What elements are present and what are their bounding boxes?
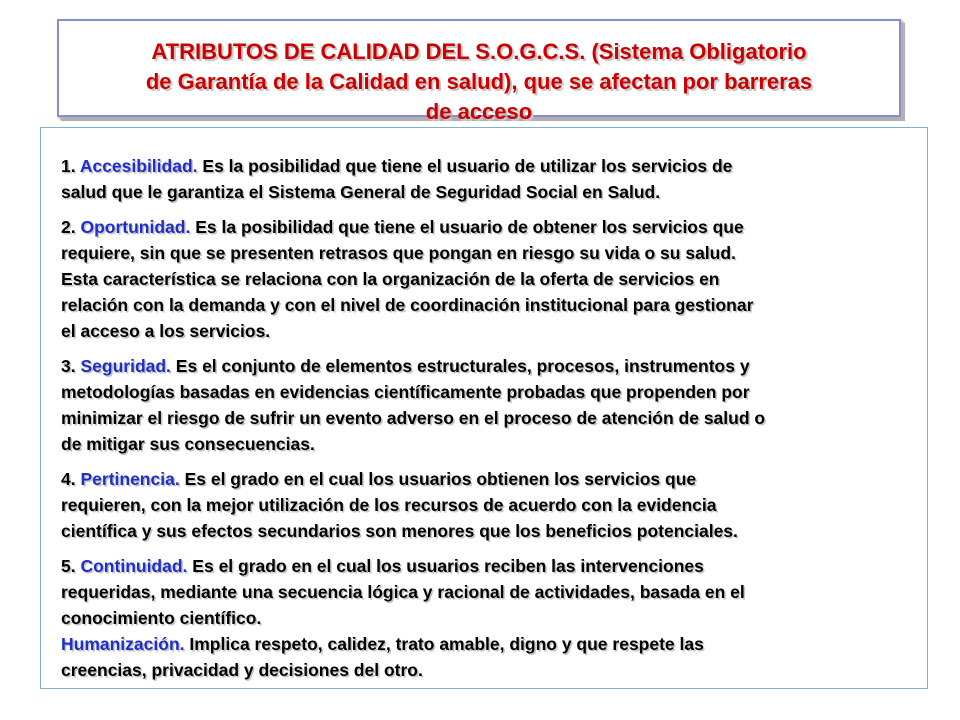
attribute-item-pertinencia xyxy=(61,466,931,544)
item-text: creencias, privacidad y decisiones del otro. xyxy=(61,660,423,680)
title-box xyxy=(57,19,901,124)
item-text: Es el grado en el cual los usuarios reciben las intervenciones xyxy=(192,556,704,576)
item-text: metodologías basadas en evidencias científicamente probadas que propenden por xyxy=(61,382,750,402)
item-first-line xyxy=(61,553,931,579)
item-text: relación con la demanda y con el nivel de coordinación institucional para gestionar xyxy=(61,295,754,315)
item-text: Es la posibilidad que tiene el usuario de utilizar los servicios de xyxy=(202,156,733,176)
attribute-list xyxy=(61,153,931,692)
item-number: 5. xyxy=(61,556,76,576)
item-first-line xyxy=(61,631,931,657)
item-keyword: Humanización. xyxy=(61,634,185,654)
item-text: Es el conjunto de elementos estructurales, procesos, instrumentos y xyxy=(175,356,750,376)
item-text: científica y sus efectos secundarios son menores que los beneficios potenciales. xyxy=(61,521,738,541)
title-line: de acceso xyxy=(425,99,533,124)
item-number: 4. xyxy=(61,469,76,489)
title-line: de Garantía de la Calidad en salud), que se afectan por barreras xyxy=(145,69,813,94)
item-keyword: Pertinencia. xyxy=(80,469,180,489)
attribute-item-accesibilidad xyxy=(61,153,931,205)
item-text: Es la posibilidad que tiene el usuario de obtener los servicios que xyxy=(195,217,744,237)
item-number: 2. xyxy=(61,217,76,237)
attribute-item-humanizacion xyxy=(61,631,931,683)
item-text: de mitigar sus consecuencias. xyxy=(61,434,315,454)
item-number: 1. xyxy=(61,156,76,176)
item-text: conocimiento científico. xyxy=(61,608,262,628)
attribute-item-continuidad xyxy=(61,553,931,631)
item-text: Es el grado en el cual los usuarios obtienen los servicios que xyxy=(184,469,697,489)
attribute-item-seguridad xyxy=(61,353,931,457)
item-keyword: Seguridad. xyxy=(80,356,171,376)
item-text: minimizar el riesgo de sufrir un evento adverso en el proceso de atención de salud o xyxy=(61,408,766,428)
title-line: ATRIBUTOS DE CALIDAD DEL S.O.G.C.S. (Sistema Obligatorio xyxy=(151,39,807,64)
item-keyword: Accesibilidad. xyxy=(79,156,198,176)
item-keyword: Oportunidad. xyxy=(80,217,191,237)
item-first-line xyxy=(61,466,931,492)
item-text: requeridas, mediante una secuencia lógica y racional de actividades, basada en el xyxy=(61,582,745,602)
item-text: Esta característica se relaciona con la organización de la oferta de servicios en xyxy=(61,269,720,289)
slide-title xyxy=(59,37,899,127)
item-first-line xyxy=(61,153,931,179)
content-box xyxy=(40,127,928,689)
item-number: 3. xyxy=(61,356,76,376)
item-first-line xyxy=(61,353,931,379)
item-keyword: Continuidad. xyxy=(80,556,188,576)
attribute-item-oportunidad xyxy=(61,214,931,344)
item-text: requieren, con la mejor utilización de los recursos de acuerdo con la evidencia xyxy=(61,495,717,515)
item-text: requiere, sin que se presenten retrasos que pongan en riesgo su vida o su salud. xyxy=(61,243,736,263)
item-text: salud que le garantiza el Sistema General de Seguridad Social en Salud. xyxy=(61,182,661,202)
item-text: Implica respeto, calidez, trato amable, digno y que respete las xyxy=(189,634,704,654)
item-first-line xyxy=(61,214,931,240)
item-text: el acceso a los servicios. xyxy=(61,321,271,341)
